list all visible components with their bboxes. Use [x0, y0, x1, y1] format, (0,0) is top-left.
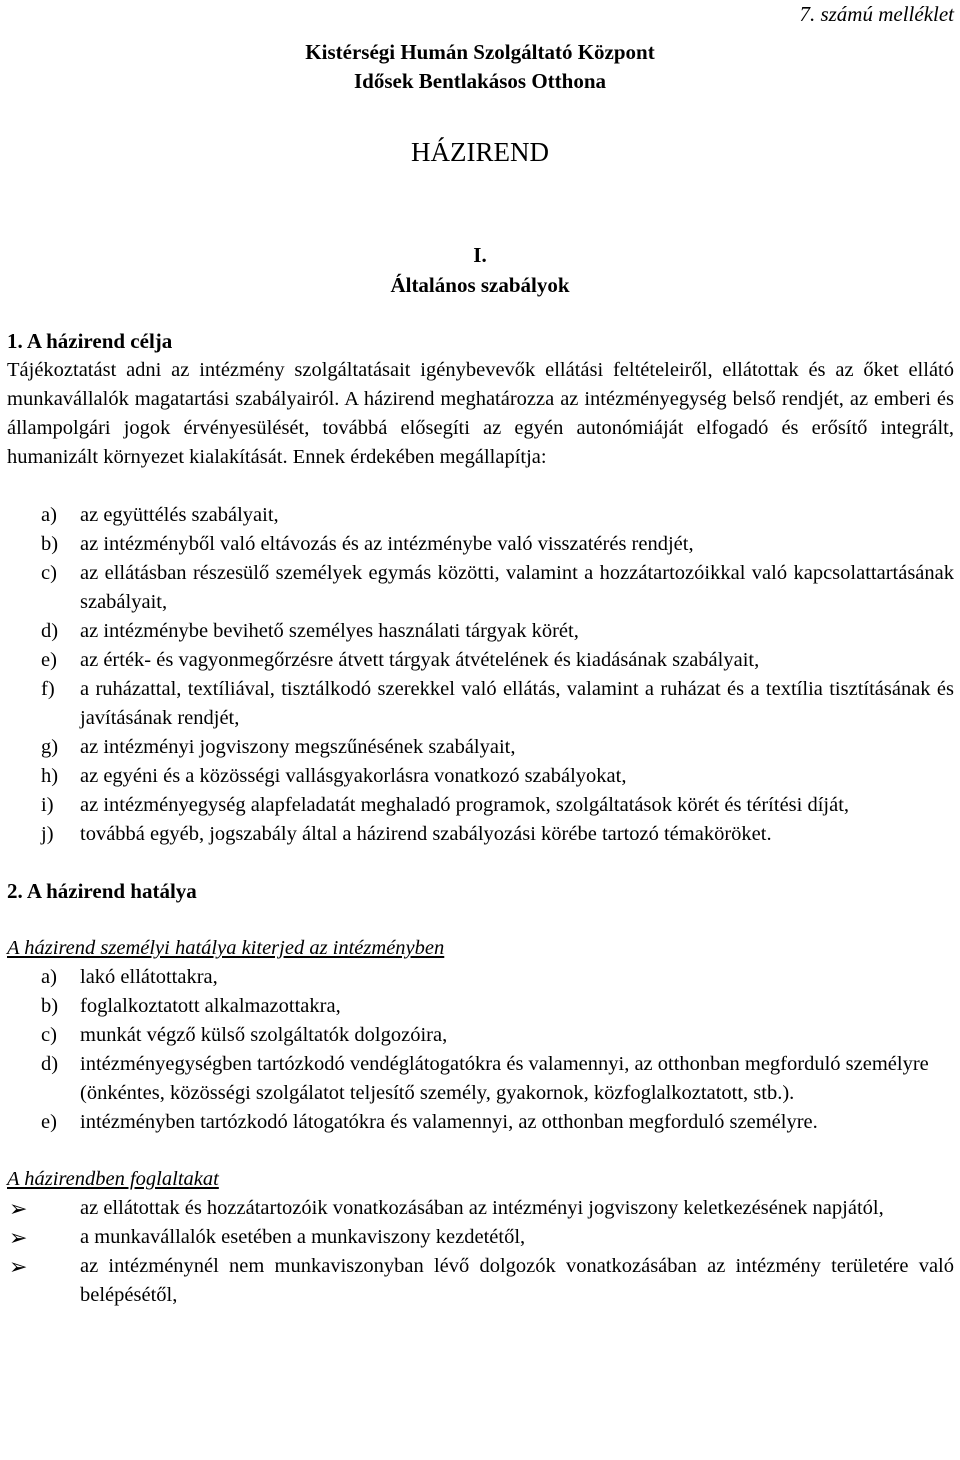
list-item-text: az intézménybe bevihető személyes használati tárgyak körét,	[80, 620, 579, 642]
list-item	[7, 617, 954, 646]
list-marker: a)	[41, 504, 57, 526]
list-marker: c)	[41, 1024, 57, 1046]
personal-scope-title: A házirend személyi hatálya kiterjed az intézményben	[7, 937, 445, 959]
list-item-text: a ruházattal, textíliával, tisztálkodó szerekkel való ellátás, valamint a ruházat és a textília tisztításának és javításának rendjét,	[80, 678, 954, 729]
list-item	[7, 1050, 954, 1108]
contents-scope-title: A házirendben foglaltakat	[7, 1168, 219, 1190]
organization-name	[200, 38, 760, 96]
list-item-text: intézményben tartózkodó látogatókra és valamennyi, az otthonban megforduló személyre.	[80, 1111, 818, 1133]
list-item-text: az ellátottak és hozzátartozóik vonatkozásában az intézményi jogviszony keletkezésének napjától,	[80, 1197, 884, 1219]
annex-label: 7. számú melléklet	[799, 2, 954, 26]
list-item-text: munkát végző külső szolgáltatók dolgozóira,	[80, 1024, 448, 1046]
list-item-text: intézményegységben tartózkodó vendéglátogatókra és valamennyi, az otthonban megforduló személyre (önkéntes, közösségi szolgálatot teljesítő személy, gyakornok, közfoglalkoztatott, stb.).	[80, 1053, 929, 1104]
list-marker: e)	[41, 1111, 57, 1133]
section-1-list	[7, 501, 954, 849]
list-marker: j)	[41, 823, 54, 845]
section-2-heading: 2. A házirend hatálya	[7, 879, 197, 903]
document-body	[7, 327, 954, 1310]
chapter-heading	[0, 240, 960, 300]
list-item	[7, 963, 954, 992]
list-item	[7, 791, 954, 820]
section-1-paragraph: Tájékoztatást adni az intézmény szolgáltatásait igénybevevők ellátási feltételeiről, ellátottak és az őket ellátó munkavállalók magatartási szabályairól. A házirend meghatározza az intézményegység belső rendjét, az emberi és állampolgári jogok érvényesülését, továbbá elősegíti az egyén autonómiáját elfogadó és erősítő integrált, humanizált környezet kialakítását. Ennek érdekében megállapítja:	[7, 359, 954, 468]
arrow-bullet-icon: ➢	[9, 1196, 28, 1221]
list-item	[7, 820, 954, 849]
list-item	[7, 675, 954, 733]
list-item-text: lakó ellátottakra,	[80, 966, 218, 988]
list-item-text: az érték- és vagyonmegőrzésre átvett tárgyak átvételének és kiadásának szabályait,	[80, 649, 760, 671]
list-item	[7, 1252, 954, 1310]
contents-scope-list	[7, 1194, 954, 1310]
list-item	[7, 992, 954, 1021]
list-marker: c)	[41, 562, 57, 584]
list-item	[7, 1223, 954, 1252]
list-marker: f)	[41, 678, 55, 700]
list-marker: h)	[41, 765, 59, 787]
list-item	[7, 1194, 954, 1223]
list-item	[7, 1108, 954, 1137]
document-title: HÁZIREND	[411, 137, 549, 167]
list-marker: i)	[41, 794, 54, 816]
list-marker: g)	[41, 736, 59, 758]
list-marker: e)	[41, 649, 57, 671]
arrow-bullet-icon: ➢	[9, 1254, 28, 1279]
list-item-text: az intézményből való eltávozás és az intézménybe való visszatérés rendjét,	[80, 533, 694, 555]
list-item-text: az ellátásban részesülő személyek egymás közötti, valamint a hozzátartozóikkal való kapcsolattartásának szabályait,	[80, 562, 954, 613]
list-item	[7, 530, 954, 559]
list-item-text: az intézményegység alapfeladatát meghaladó programok, szolgáltatások körét és térítési díját,	[80, 794, 850, 816]
section-1-heading: 1. A házirend célja	[7, 329, 173, 353]
list-item-text: az együttélés szabályait,	[80, 504, 279, 526]
list-marker: d)	[41, 1053, 59, 1075]
list-item-text: továbbá egyéb, jogszabály által a házirend szabályozási körébe tartozó témaköröket.	[80, 823, 772, 845]
list-item-text: foglalkoztatott alkalmazottakra,	[80, 995, 341, 1017]
list-item	[7, 501, 954, 530]
arrow-bullet-icon: ➢	[9, 1225, 28, 1250]
list-item	[7, 762, 954, 791]
list-item	[7, 733, 954, 762]
personal-scope-list	[7, 963, 954, 1137]
list-item-text: az intézménynél nem munkaviszonyban lévő dolgozók vonatkozásában az intézmény területére való belépésétől,	[80, 1255, 954, 1306]
list-item	[7, 559, 954, 617]
chapter-name: Általános szabályok	[390, 273, 570, 297]
list-item-text: az egyéni és a közösségi vallásgyakorlásra vonatkozó szabályokat,	[80, 765, 627, 787]
organization-line-1: Kistérségi Humán Szolgáltató Központ	[305, 40, 655, 64]
list-item-text: az intézményi jogviszony megszűnésének szabályait,	[80, 736, 516, 758]
list-marker: b)	[41, 533, 59, 555]
list-marker: d)	[41, 620, 59, 642]
list-marker: a)	[41, 966, 57, 988]
list-item	[7, 1021, 954, 1050]
chapter-number: I.	[473, 243, 487, 267]
list-item-text: a munkavállalók esetében a munkaviszony kezdetétől,	[80, 1226, 526, 1248]
list-marker: b)	[41, 995, 59, 1017]
organization-line-2: Idősek Bentlakásos Otthona	[353, 69, 607, 93]
list-item	[7, 646, 954, 675]
